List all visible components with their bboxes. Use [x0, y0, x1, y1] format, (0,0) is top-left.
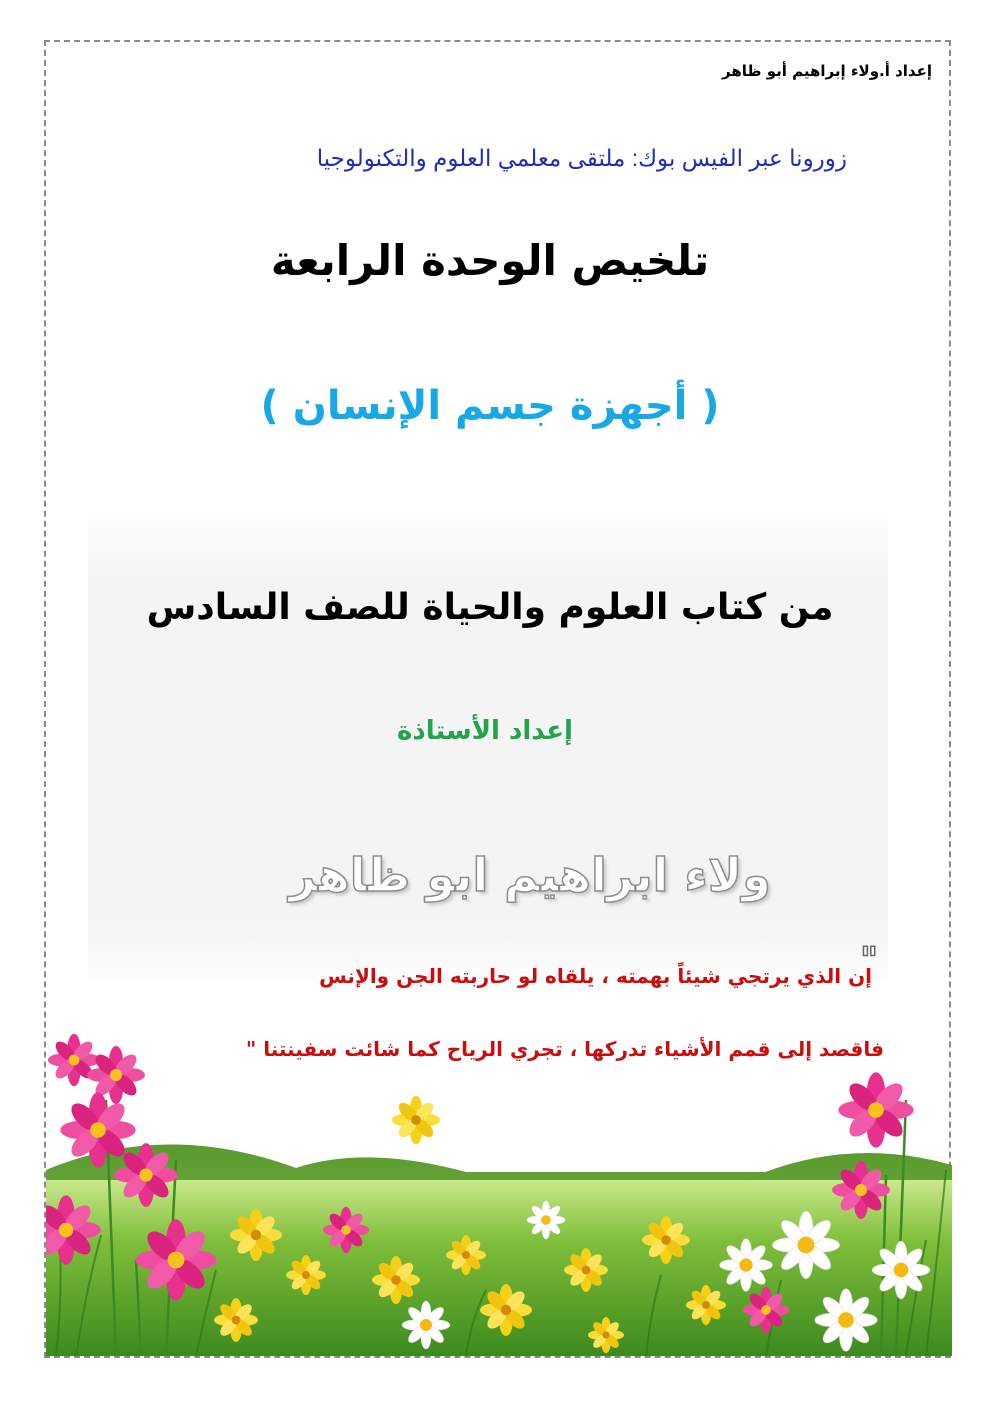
header-credit: إعداد أ.ولاء إبراهيم أبو ظاهر — [722, 62, 932, 80]
flower-meadow-illustration — [46, 1020, 952, 1356]
author-name: ولاء ابراهيم ابو ظاهر — [289, 848, 771, 902]
quote-line-1: إن الذي يرتجي شيئاً بهمته ، يلقاه لو حاربته الجن والإنس — [319, 964, 872, 988]
page-title: تلخيص الوحدة الرابعة — [270, 236, 710, 285]
quote-line-2: فاقصد إلى قمم الأشياء تدركها ، تجري الرياح كما شائت سفينتنا " — [245, 1037, 884, 1061]
page-subtitle: ( أجهزة جسم الإنسان ) — [260, 383, 720, 429]
book-line: من كتاب العلوم والحياة للصف السادس — [146, 587, 834, 628]
facebook-line: زورونا عبر الفيس بوك: ملتقى معلمي العلوم والتكنولوجيا — [316, 145, 847, 171]
quote-open-mark: " — [860, 940, 878, 980]
title-panel — [88, 505, 888, 995]
prepared-by-label: إعداد الأستاذة — [397, 716, 573, 746]
